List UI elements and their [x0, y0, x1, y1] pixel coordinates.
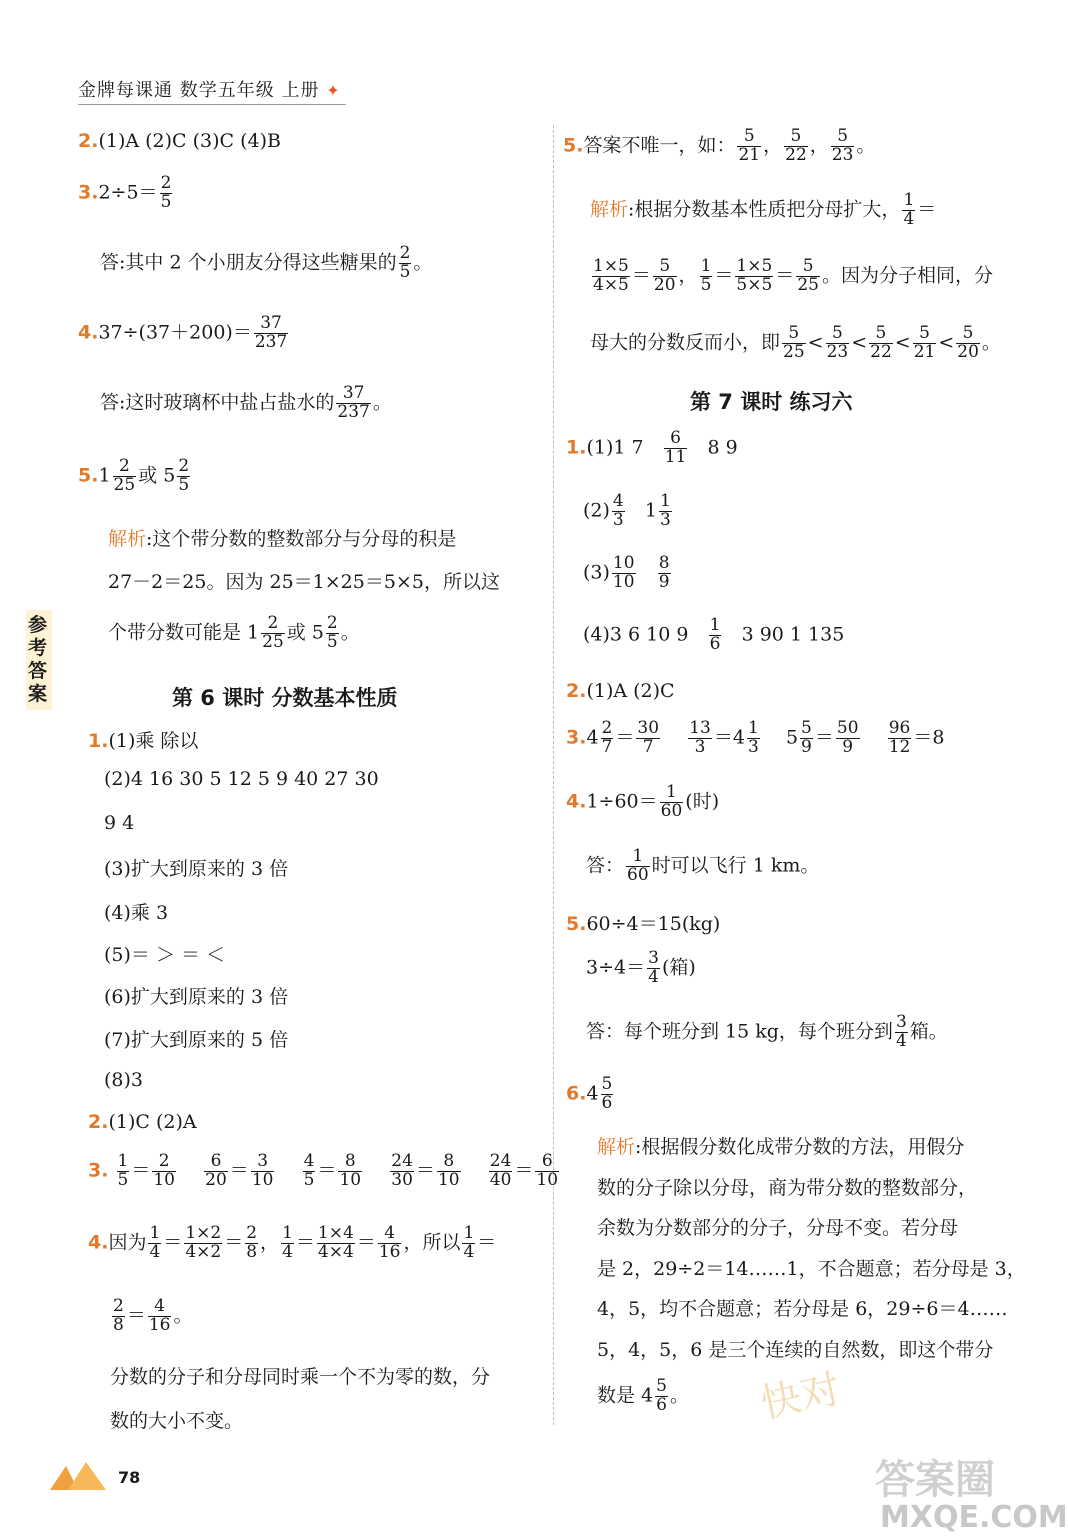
fraction: $\frac{5}{22}$ [785, 126, 807, 165]
page-number: 78 [118, 1468, 141, 1487]
r7-q6: 6.4 $\frac{5}{6}$ [566, 1074, 613, 1113]
r7-q2: 2.(1)A (2)C [566, 680, 675, 702]
s6-q1-l3: 9 4 [104, 812, 135, 834]
fraction: $\frac{6}{10}$ [536, 1151, 559, 1190]
r7-q6-analysis6: 5，4，5，6 是三个连续的自然数，即这个带分 [597, 1339, 994, 1361]
answer-q2 [78, 130, 281, 152]
fraction: $\frac{30}{7}$ [637, 718, 660, 757]
fraction: $\frac{2}{10}$ [153, 1151, 175, 1190]
watermark-logo: 答案圈 [875, 1457, 995, 1503]
analysis-q5-line2: 27－2＝25。因为 25＝1×25＝5×5，所以这 [108, 571, 500, 593]
r7-q4-answer: 答： $\frac{1}{60}$ 时可以飞行 1 km。 [586, 846, 820, 885]
fraction: $\frac{8}{10}$ [437, 1151, 460, 1190]
star-icon: ✦ [326, 81, 341, 100]
fraction: $\frac{2}{8}$ [113, 1296, 124, 1335]
analysis-label: 解析 [597, 1136, 636, 1158]
r-q5-analysis3: 母大的分数反而小，即 $\frac{5}{25}$ < $\frac{5}{23}$ < $\frac{5}{22}$ < $\frac{5}{21}$ < $\frac{5}{20}$ 。 [590, 323, 1001, 362]
fraction: $\frac{2}{25}$ [262, 613, 284, 652]
r-q5-analysis1: 解析:根据分数基本性质把分母扩大， $\frac{1}{4}$ ＝ [590, 190, 937, 229]
fraction: $\frac{5}{9}$ [801, 718, 812, 757]
s6-q1-l6: (5)＝ ＞ ＝ ＜ [104, 944, 226, 966]
r7-q4: 4.1÷60＝ $\frac{1}{60}$ (时) [566, 782, 720, 821]
answer-q3-statement: 答:其中 2 个小朋友分得这些糖果的 $\frac{2}{5}$ 。 [100, 243, 433, 282]
r7-q3: 3.4 $\frac{2}{7}$ ＝ $\frac{30}{7}$ $\frac{13}{3}$ ＝4 $\frac{1}{3}$ 5 $\frac{5}{9}$ ＝ $\frac{50}{9}$ $\frac{96}{12}$ ＝8 [566, 718, 945, 757]
r-q5: 5.答案不唯一，如： $\frac{5}{21}$ ， $\frac{5}{22}$ ， $\frac{5}{23}$ 。 [563, 126, 876, 165]
fraction: $\frac{2}{8}$ [246, 1223, 258, 1262]
fraction: $\frac{3}{4}$ [648, 948, 659, 987]
fraction: $\frac{5}{21}$ [738, 126, 761, 165]
r-q5-analysis2: $\frac{1\times 5}{4\times 5}$ ＝ $\frac{5}{20}$ ， $\frac{1}{5}$ ＝ $\frac{1\times 5}{5\times 5}$ ＝ $\frac{5}{25}$ 。因为分子相同，分 [593, 256, 993, 295]
fraction: $\frac{5}{23}$ [831, 126, 854, 165]
fraction: $\frac{13}{3}$ [689, 718, 711, 757]
answer-text: 答:这时玻璃杯中盐占盐水的 [100, 391, 335, 414]
analysis-label: 解析 [108, 528, 147, 550]
fraction: $\frac{1}{4}$ [463, 1223, 475, 1262]
r7-q6-analysis3: 余数为分数部分的分子，分母不变。若分母 [597, 1217, 959, 1239]
r7-q1-l4: (4)3 6 10 9 $\frac{1}{6}$ 3 90 1 135 [583, 615, 845, 654]
fraction: $\frac{5}{21}$ [913, 323, 936, 362]
fraction: $\frac{4}{5}$ [303, 1151, 315, 1190]
answer-text: 答:其中 2 个小朋友分得这些糖果的 [100, 251, 397, 274]
answer-text: 37÷(37＋200)＝ [98, 321, 252, 344]
r7-q1-l3: (3) $\frac{10}{10}$ $\frac{8}{9}$ [583, 553, 670, 592]
fraction: $\frac{2}{5}$ [326, 613, 338, 652]
section-title-lesson6: 第 6 课时 分数基本性质 [172, 686, 398, 710]
fraction: $\frac{2}{5}$ [399, 243, 411, 282]
fraction: $\frac{5}{20}$ [653, 256, 676, 295]
fraction: $\frac{37}{237}$ [254, 313, 288, 352]
fraction: $\frac{1}{3}$ [659, 491, 671, 530]
answer-q4 [78, 315, 290, 352]
fraction: $\frac{3}{4}$ [895, 1012, 907, 1051]
watermark-url: MXQE.COM [880, 1500, 1068, 1535]
s6-q2: 2.(1)C (2)A [88, 1111, 197, 1133]
fraction: $\frac{3}{10}$ [251, 1151, 274, 1190]
fraction: $\frac{5}{6}$ [656, 1376, 667, 1415]
fraction: $\frac{1\times 2}{4\times 2}$ [185, 1223, 222, 1262]
s6-q4-line4: 数的大小不变。 [110, 1410, 244, 1432]
analysis-q5-line1: 解析:这个带分数的整数部分与分母的积是 [108, 528, 457, 550]
s6-q4-line1: 4.因为 $\frac{1}{4}$ ＝ $\frac{1\times 2}{4\times 2}$ ＝ $\frac{2}{8}$ ， $\frac{1}{4}$ ＝ $\frac{1\times 4}{4\times 4}$ ＝ $\frac{4}{16}$ ，所以 $\frac{1}{4}$ ＝ [88, 1223, 497, 1262]
fraction: $\frac{1}{3}$ [747, 718, 759, 757]
fraction: $\frac{10}{10}$ [612, 553, 635, 592]
s6-q1-l9: (8)3 [104, 1069, 144, 1091]
fraction: $\frac{5}{22}$ [870, 323, 892, 362]
fraction: $\frac{5}{25}$ [797, 256, 819, 295]
question-number: 5. [78, 464, 99, 487]
fraction: $\frac{6}{20}$ [205, 1151, 227, 1190]
header-divider [78, 104, 346, 105]
fraction: $\frac{37}{237}$ [337, 383, 370, 422]
r7-q6-analysis7: 数是 4 $\frac{5}{6}$ 。 [597, 1376, 689, 1415]
fraction: $\frac{5}{20}$ [957, 323, 979, 362]
s6-q1-l8: (7)扩大到原来的 5 倍 [104, 1029, 289, 1051]
question-number: 2. [78, 130, 99, 152]
s6-q1-l5: (4)乘 3 [104, 902, 169, 924]
section-title-lesson7: 第 7 课时 练习六 [690, 390, 853, 414]
fraction: $\frac{24}{40}$ [489, 1151, 512, 1190]
fraction: $\frac{5}{25}$ [783, 323, 805, 362]
r7-q1-l2: (2) $\frac{4}{3}$ 1 $\frac{1}{3}$ [583, 491, 671, 530]
fraction: $\frac{5}{23}$ [826, 323, 849, 362]
fraction: $\frac{1\times 5}{4\times 5}$ [593, 256, 629, 295]
analysis-q5-line3: 个带分数可能是 1 $\frac{2}{25}$ 或 5 $\frac{2}{5}$ 。 [108, 613, 360, 652]
fraction: $\frac{2}{5}$ [178, 456, 190, 495]
fraction: $\frac{1}{60}$ [660, 782, 683, 821]
fraction: $\frac{6}{11}$ [664, 428, 687, 467]
question-number: 3. [78, 181, 99, 204]
answer-q4-statement: 答:这时玻璃杯中盐占盐水的 $\frac{37}{237}$ 。 [100, 383, 392, 422]
fraction: $\frac{2}{5}$ [160, 173, 172, 212]
column-divider [553, 125, 554, 1425]
s6-q1-l4: (3)扩大到原来的 3 倍 [104, 858, 289, 880]
fraction: $\frac{1}{4}$ [282, 1223, 293, 1262]
s6-q1-l1: 1.(1)乘 除以 [88, 730, 199, 752]
r7-q6-analysis5: 4，5，均不合题意；若分母是 6，29÷6＝4…… [597, 1298, 1008, 1320]
header-title: 金牌每课通 数学五年级 上册 [78, 80, 320, 101]
fraction: $\frac{4}{16}$ [378, 1223, 401, 1262]
mountain-icon [48, 1456, 110, 1492]
sidebar-tab: 参考答案 [26, 610, 52, 710]
fraction: $\frac{2}{25}$ [113, 456, 136, 495]
fraction: $\frac{1\times 4}{4\times 4}$ [317, 1223, 354, 1262]
analysis-label: 解析 [590, 198, 629, 221]
r7-q6-analysis4: 是 2，29÷2＝14……1，不合题意；若分母是 3， [597, 1258, 1026, 1280]
fraction: $\frac{50}{9}$ [836, 718, 859, 757]
r7-q6-analysis2: 数的分子除以分母，商为带分数的整数部分， [597, 1177, 978, 1199]
answer-q5: 5.1 $\frac{2}{25}$ 或 5 $\frac{2}{5}$ [78, 456, 190, 495]
s6-q4-line3: 分数的分子和分母同时乘一个不为零的数，分 [110, 1366, 491, 1388]
fraction: $\frac{8}{10}$ [339, 1151, 362, 1190]
answer-text: (1)A (2)C (3)C (4)B [98, 130, 281, 152]
fraction: $\frac{24}{30}$ [391, 1151, 413, 1190]
r7-q5-l2: 3÷4＝ $\frac{3}{4}$ (箱) [586, 948, 696, 987]
r7-q1-l1: 1.(1)1 7 $\frac{6}{11}$ 8 9 [566, 428, 738, 467]
fraction: $\frac{5}{6}$ [601, 1074, 613, 1113]
fraction: $\frac{1}{5}$ [117, 1151, 129, 1190]
fraction: $\frac{8}{9}$ [658, 553, 670, 592]
fraction: $\frac{1}{6}$ [709, 615, 721, 654]
s6-q1-l7: (6)扩大到原来的 3 倍 [104, 986, 289, 1008]
fraction: $\frac{96}{12}$ [888, 718, 911, 757]
fraction: $\frac{1}{5}$ [700, 256, 712, 295]
fraction: $\frac{2}{7}$ [601, 718, 613, 757]
answer-text: 2÷5＝ [98, 181, 158, 204]
question-number: 4. [78, 321, 99, 344]
s6-q3: 3. $\frac{1}{5}$ ＝ $\frac{2}{10}$ $\frac{6}{20}$ ＝ $\frac{3}{10}$ $\frac{4}{5}$ ＝ $\frac{8}{10}$ $\frac{24}{30}$ ＝ $\frac{8}{10}$ $\frac{24}{40}$ ＝ $\frac{6}{10}$ [88, 1151, 559, 1190]
fraction: $\frac{4}{16}$ [148, 1296, 171, 1335]
fraction: $\frac{1}{4}$ [149, 1223, 161, 1262]
r7-q6-analysis1: 解析:根据假分数化成带分数的方法，用假分 [597, 1136, 965, 1158]
fraction: $\frac{1\times 5}{5\times 5}$ [736, 256, 773, 295]
page-header [78, 76, 341, 102]
r7-q5-l1: 5.60÷4＝15(kg) [566, 913, 721, 935]
fraction: $\frac{4}{3}$ [612, 491, 624, 530]
watermark-stamp: 快对 [756, 1366, 845, 1428]
r7-q5-answer: 答：每个班分到 15 kg，每个班分到 $\frac{3}{4}$ 箱。 [586, 1012, 948, 1051]
fraction: $\frac{1}{60}$ [627, 846, 649, 885]
answer-q3 [78, 175, 174, 212]
s6-q1-l2: (2)4 16 30 5 12 5 9 40 27 30 [104, 768, 379, 790]
s6-q4-line2: $\frac{2}{8}$ ＝ $\frac{4}{16}$ 。 [113, 1296, 193, 1335]
fraction: $\frac{1}{4}$ [903, 190, 915, 229]
